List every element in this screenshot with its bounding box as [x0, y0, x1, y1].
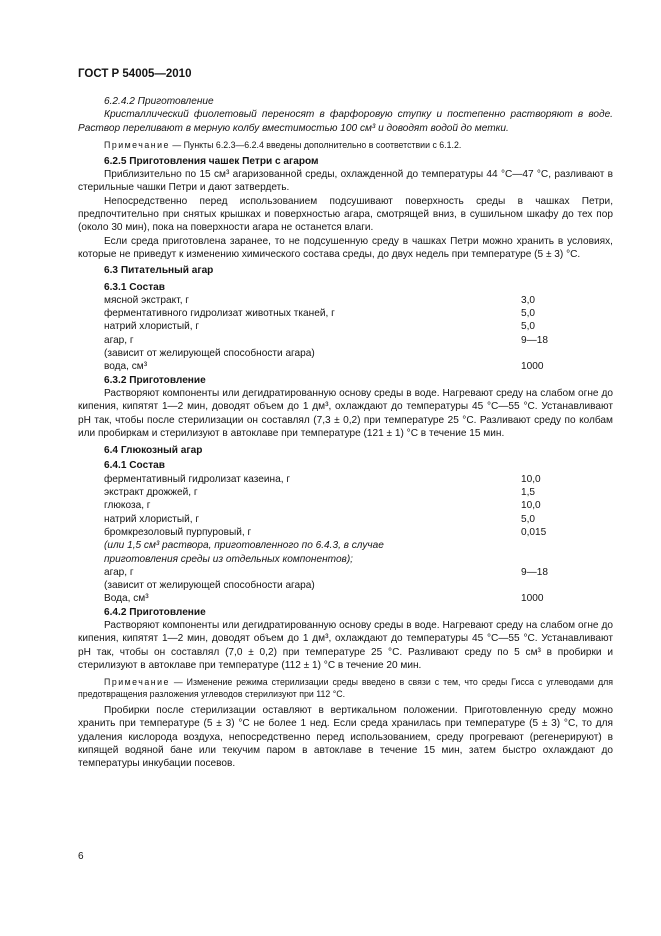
final-paragraph: Пробирки после стерилизации оставляют в вертикальном положении. Приготовленную среду можно хранить при температуре (5 ± 3) °С не более 1 нед. Если среда хранилась при температуре (5 ± 3) °С, то для удаления кислорода воздуха, непосредственно перед использованием, среду прогревают (регенерируют) в кипящей водяной бане или текучим паром в автоклаве в течение 15 мин, затем быстро охлаждают до температуры инкубации посевов. [78, 705, 613, 770]
composition-row: экстракт дрожжей, г 1,5 [104, 487, 536, 499]
document-header: ГОСТ Р 54005—2010 [78, 68, 192, 80]
composition-row: агар, г 9—18 [104, 566, 548, 578]
composition-row: бромкрезоловый пурпуровый, г 0,015 [104, 526, 547, 538]
section-625-title: 6.2.5 Приготовления чашек Петри с агаром [104, 155, 319, 167]
page-number: 6 [78, 851, 84, 862]
section-6242-text: Кристаллический фиолетовый переносят в фарфоровую ступку и постепенно растворяют в воде. Раствор переливают в мерную колбу вместимостью 100 см³ и доводят водой до метки. [78, 109, 613, 134]
section-6242-title: 6.2.4.2 Приготовление [104, 96, 214, 107]
note-label: Примечание [104, 139, 170, 150]
composition-row: Вода, см³ 1000 [104, 593, 544, 605]
composition-row: мясной экстракт, г 3,0 [104, 294, 536, 306]
composition-row: (или 1,5 см³ раствора, приготовленного по 6.4.3, в случае приготовления среды из отдельных компонентов); [104, 540, 384, 565]
section-642-text: Растворяют компоненты или дегидратированную основу среды в воде. Нагревают среду на слабом огне до кипения, кипятят 1—2 мин, доводят объем до 1 дм³, охлаждают до температуры 45 °С—55 °С. Устанавливают pH так, чтобы он составлял (7,0 ± 0,2) при температуре 25 °С. Разливают среду по 5 см³ в пробирки и стерилизуют в автоклаве при температуре (112 ± 1) °С в течение 20 мин. [78, 619, 613, 671]
section-632-text: Растворяют компоненты или дегидратированную основу среды в воде. Нагревают среду на слабом огне до кипения, кипятят 1—2 мин, доводят объем до 1 дм³, охлаждают до температуры 45 °С—55 °С. Устанавливают pH так, чтобы после стерилизации он составлял (7,3 ± 0,2) при температуре 25 °С. Разливают среду по колбам или пробиркам и стерилизуют в автоклаве при температуре (121 ± 1) °С в течение 15 мин. [78, 387, 613, 439]
section-625-p3: Если среда приготовлена заранее, то не подсушенную среду в чашках Петри можно хранить в условиях, которые не приведут к изменению химического состава среды, до двух недель при температуре (5 ± 3) °С. [78, 235, 613, 260]
note-text: — Пункты 6.2.3—6.2.4 введены дополнительно в соответствии с 6.1.2. [169, 139, 462, 150]
note-2 [78, 676, 613, 700]
section-641-title: 6.4.1 Состав [104, 460, 165, 472]
section-632-title: 6.3.2 Приготовление [104, 374, 206, 386]
composition-row: (зависит от желирующей способности агара) [104, 348, 315, 360]
composition-row: ферментативного гидролизат животных тканей, г 5,0 [104, 308, 536, 320]
composition-list-64 [78, 473, 613, 606]
page-content [78, 95, 613, 771]
composition-list-63 [78, 294, 613, 374]
composition-row: глюкоза, г 10,0 [104, 500, 541, 512]
section-631-title: 6.3.1 Состав [104, 281, 165, 293]
composition-row: ферментативный гидролизат казеина, г 10,0 [104, 473, 541, 485]
composition-row: (зависит от желирующей способности агара) [104, 580, 315, 592]
section-625-p2: Непосредственно перед использованием подсушивают поверхность среды в чашках Петри, предпочтительно при снятых крышках и поверхностью агара, смотрящей вниз, в сушильном шкафу до тех пор (около 30 мин), пока на поверхности агара не останется влаги. [78, 195, 613, 234]
section-63-title: 6.3 Питательный агар [104, 265, 214, 277]
composition-row: натрий хлористый, г 5,0 [104, 321, 536, 333]
composition-row: натрий хлористый, г 5,0 [104, 513, 536, 525]
composition-row: вода, см³ 1000 [104, 361, 544, 373]
section-625-p1: Приблизительно по 15 см³ агаризованной среды, охлажденной до температуры 44 °С—47 °С, разливают в стерильные чашки Петри и дают затвердеть. [78, 169, 613, 194]
section-64-title: 6.4 Глюкозный агар [104, 445, 203, 457]
composition-row: агар, г 9—18 [104, 334, 548, 346]
note-1 [78, 139, 613, 151]
note-text: — Изменение режима стерилизации среды введено в связи с тем, что среды Гисса с углеводами для предотвращения разложения углеводов стерилизуют при 112 °С. [78, 677, 613, 700]
note-label: Примечание [104, 677, 170, 688]
section-642-title: 6.4.2 Приготовление [104, 606, 206, 618]
